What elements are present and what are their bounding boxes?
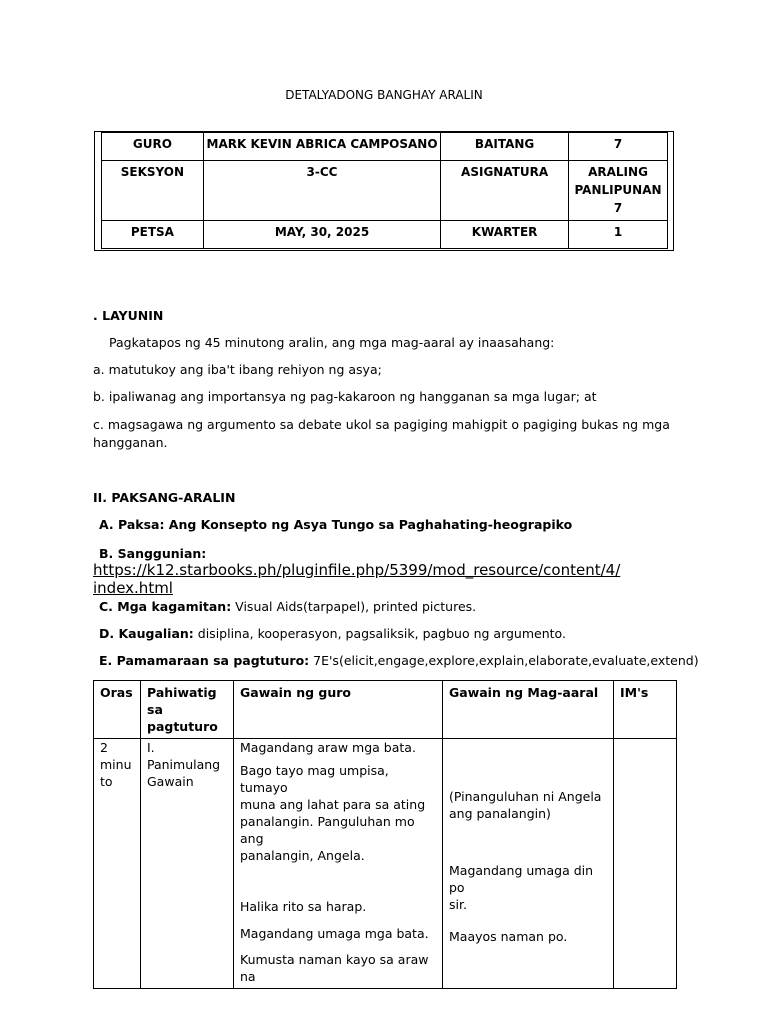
mag-p2-line2: sir. [449,897,467,912]
guro-label: GURO [102,133,204,161]
paksa-line: A. Paksa: Ang Konsepto ng Asya Tungo sa Paghahating-heograpiko [99,517,573,532]
pahiwatig-line1: I. Panimulang [147,740,221,772]
baitang-label: BAITANG [441,133,569,161]
header-pahiwatig-line2: pagtuturo [147,719,218,734]
kwarter-value: 1 [569,221,668,249]
kagamitan-label: C. Mga kagamitan: [99,599,232,614]
pahiwatig-line2: Gawain [147,774,194,789]
table-row [94,739,677,989]
cell-oras [94,739,141,989]
petsa-value: MAY, 30, 2025 [203,221,440,249]
kagamitan-value: Visual Aids(tarpapel), printed pictures. [231,599,477,614]
header-gawain-magaaral: Gawain ng Mag-aaral [443,681,614,739]
kwarter-label: KWARTER [441,221,569,249]
layunin-b: b. ipaliwanag ang importansya ng pag-kakaroon ng hangganan sa mga lugar; at [93,389,597,404]
baitang-value: 7 [569,133,668,161]
procedure-table [93,680,677,989]
kaugalian-line [99,626,566,641]
oras-line1: 2 [100,740,108,755]
cell-ims [614,739,677,989]
cell-gawain-guro [234,739,443,989]
sanggunian-link[interactable] [93,561,653,597]
seksyon-value: 3-CC [203,161,440,221]
header-pahiwatig-line1: Pahiwatig sa [147,685,217,717]
layunin-a: a. matutukoy ang iba't ibang rehiyon ng asya; [93,362,382,377]
header-ims: IM's [614,681,677,739]
layunin-intro: Pagkatapos ng 45 minutong aralin, ang mga mag-aaral ay inaasahang: [109,335,555,350]
mag-p1-line2: ang panalangin) [449,806,551,821]
cell-gawain-magaaral [443,739,614,989]
mag-p2-line1: Magandang umaga din po [449,863,594,895]
petsa-label: PETSA [102,221,204,249]
layunin-c-line1: c. magsagawa ng argumento sa debate ukol sa pagiging mahigpit o pagiging bukas ng mga [93,417,670,432]
info-table [101,132,668,249]
kagamitan-line [99,599,476,614]
guro-p2-line1: Bago tayo mag umpisa, tumayo [240,763,389,795]
kaugalian-label: D. Kaugalian: [99,626,194,641]
info-table-frame [94,131,674,251]
asignatura-value-line2: PANLIPUNAN [574,183,662,197]
asignatura-value-line1: ARALING [588,165,648,179]
guro-p3: Halika rito sa harap. [240,899,367,914]
sanggunian-url-line1[interactable]: https://k12.starbooks.ph/pluginfile.php/5399/mod_resource/content/4/ [93,561,621,579]
kaugalian-value: disiplina, kooperasyon, pagsaliksik, pagbuo ng argumento. [193,626,566,641]
cell-pahiwatig [141,739,234,989]
pamamaraan-line [99,653,699,668]
seksyon-label: SEKSYON [102,161,204,221]
guro-value: MARK KEVIN ABRICA CAMPOSANO [203,133,440,161]
oras-line3: to [100,774,113,789]
layunin-heading: . LAYUNIN [93,308,164,323]
sanggunian-label: B. Sanggunian: [99,546,207,561]
asignatura-label: ASIGNATURA [441,161,569,221]
document-title: DETALYADONG BANGHAY ARALIN [285,88,483,102]
header-oras: Oras [94,681,141,739]
guro-p2-line2: muna ang lahat para sa ating [240,797,426,812]
guro-p2-line4: panalangin, Angela. [240,848,365,863]
layunin-c-line2: hangganan. [93,435,168,450]
header-gawain-guro: Gawain ng guro [234,681,443,739]
mag-p1-line1: (Pinanguluhan ni Angela [449,789,602,804]
pamamaraan-value: 7E's(elicit,engage,explore,explain,elaborate,evaluate,extend) [309,653,699,668]
asignatura-value-line3: 7 [613,201,623,215]
pamamaraan-label: E. Pamamaraan sa pagtuturo: [99,653,310,668]
guro-p4: Magandang umaga mga bata. [240,926,429,941]
header-pahiwatig [141,681,234,739]
procedure-header-row [94,681,677,739]
sanggunian-url-line2[interactable]: index.html [93,579,173,597]
paksang-aralin-heading: II. PAKSANG-ARALIN [93,490,236,505]
guro-p2-line3: panalangin. Panguluhan mo ang [240,814,415,846]
guro-p5: Kumusta naman kayo sa araw na [240,952,429,984]
mag-p3: Maayos naman po. [449,929,568,944]
asignatura-value [569,161,668,221]
guro-p1: Magandang araw mga bata. [240,740,416,755]
oras-line2: minu [100,757,132,772]
